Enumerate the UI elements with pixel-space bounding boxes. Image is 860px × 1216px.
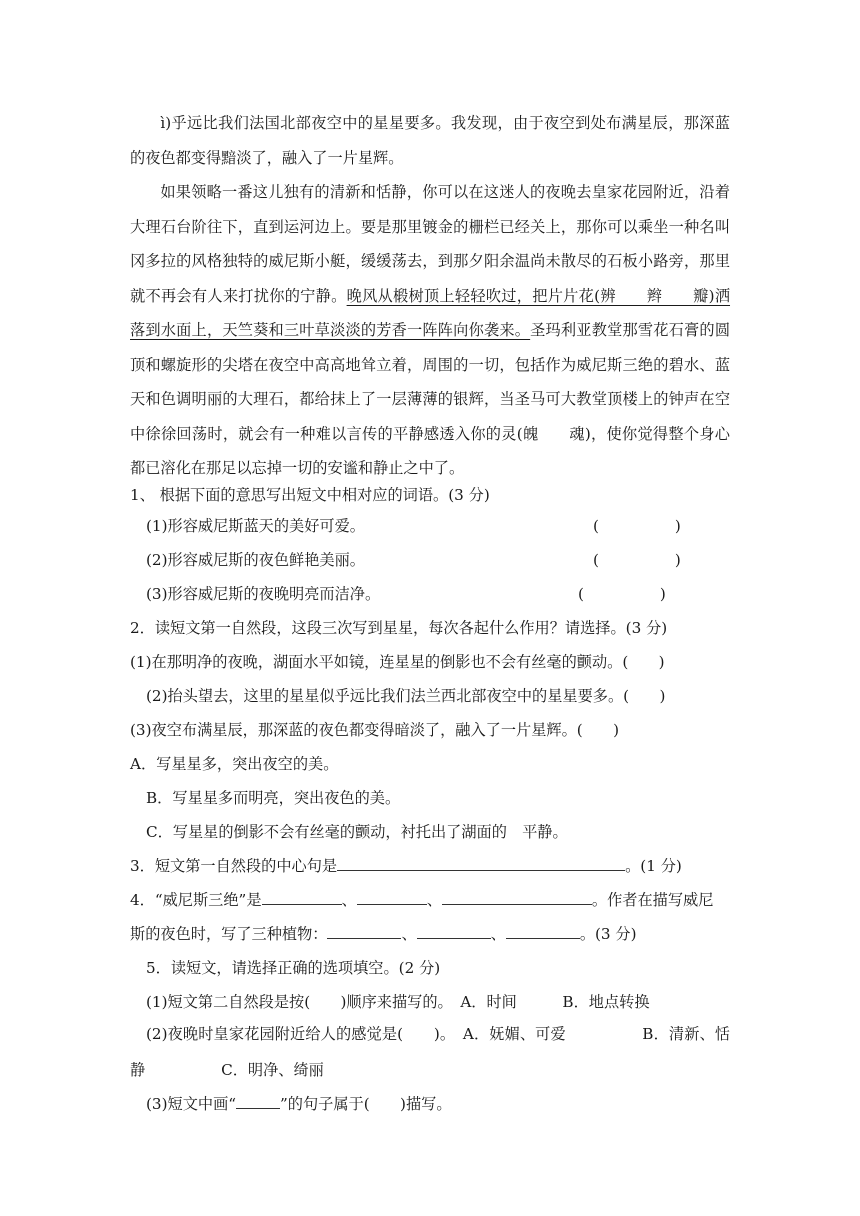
- answer-blank[interactable]: [417, 924, 491, 939]
- question-2-item-3: (3)夜空布满星辰，那深蓝的夜色都变得暗淡了，融入了一片星辉。( ): [130, 721, 619, 739]
- separator: 、: [426, 891, 442, 909]
- question-5-item-2: (2)夜晚时皇家花园附近给人的感觉是( )。 A．妩媚、可爱 B．清新、恬静 C．明净、绮丽: [130, 1025, 730, 1079]
- question-3-text: 3．短文第一自然段的中心句是: [130, 857, 338, 875]
- question-1-item-3: (3)形容威尼斯的夜晚明亮而洁净。: [146, 585, 381, 603]
- question-5-item-3-text: (3)短文中画“: [146, 1095, 237, 1113]
- underline-sample: [236, 1094, 280, 1109]
- option-a: A．写星星多，突出夜空的美。: [130, 755, 339, 773]
- question-4-label: 4．“威尼斯三绝”是: [130, 891, 262, 909]
- question-4-score: 。(3 分): [579, 925, 637, 943]
- question-4-text: 斯的夜色时，写了三种植物：: [130, 925, 328, 943]
- question-5-item-1: (1)短文第二自然段是按( )顺序来描写的。 A．时间 B．地点转换: [146, 993, 650, 1011]
- question-4-line-1: [130, 890, 713, 910]
- question-5-item-3: [146, 1094, 452, 1114]
- answer-blank[interactable]: [506, 924, 580, 939]
- separator: 、: [341, 891, 357, 909]
- question-3-score: 。(1 分): [625, 857, 682, 875]
- reading-passage: [130, 106, 730, 486]
- answer-parentheses: ( ): [593, 551, 681, 569]
- question-2-item-2: (2)抬头望去，这里的星星似乎远比我们法兰西北部夜空中的星星要多。( ): [146, 687, 666, 705]
- question-5-item-3-end: ”的句子属于( )描写。: [280, 1095, 452, 1113]
- answer-blank[interactable]: [262, 890, 342, 905]
- passage-paragraph-1: ì)乎远比我们法国北部夜空中的星星要多。我发现，由于夜空到处布满星辰，那深蓝的夜色都变得黯淡了，融入了一片星辉。: [130, 114, 730, 167]
- answer-blank[interactable]: [327, 924, 401, 939]
- question-5-prompt: 5．读短文，请选择正确的选项填空。(2 分): [146, 959, 441, 977]
- option-b: B．写星星多而明亮，突出夜色的美。: [146, 789, 401, 807]
- question-1-item-1: (1)形容威尼斯蓝天的美好可爱。: [146, 517, 365, 535]
- separator: 、: [490, 925, 506, 943]
- answer-blank[interactable]: [357, 890, 427, 905]
- answer-parentheses: ( ): [593, 517, 681, 535]
- underlined-sentence: 晚风从椴树顶上轻轻吹过，把片片花(辨 辫 瓣)洒落到水面上，天竺葵和三叶草淡淡的芳香一阵阵向你袭来。: [130, 286, 731, 339]
- question-1-item-2: (2)形容威尼斯的夜色鲜艳美丽。: [146, 551, 365, 569]
- question-3-prompt: [130, 856, 682, 876]
- answer-blank[interactable]: [442, 890, 592, 905]
- answer-blank[interactable]: [337, 856, 625, 871]
- answer-parentheses: ( ): [578, 585, 666, 603]
- question-4-line-2: [130, 924, 637, 944]
- question-2-item-1: (1)在那明净的夜晚，湖面水平如镜，连星星的倒影也不会有丝毫的颤动。( ): [130, 653, 665, 671]
- option-c: C．写星星的倒影不会有丝毫的颤动，衬托出了湖面的 平静。: [146, 823, 568, 841]
- separator: 、: [401, 925, 417, 943]
- question-4-mid: 。作者在描写威尼: [591, 891, 714, 909]
- question-1-prompt: 1、 根据下面的意思写出短文中相对应的词语。(3 分): [130, 486, 490, 504]
- passage-text: 圣玛利亚教堂那雪花石膏的圆顶和螺旋形的尖塔在夜空中高高地耸立着，周围的一切，包括作为威尼斯三绝的碧水、蓝天和色调明丽的大理石，都给抹上了一层薄薄的银辉，当圣马可大教堂顶楼上的钟声在空中徐徐回荡时，就会有一种难以言传的平静感透入你的灵(魄 魂)，使你觉得整个身心都已溶化在那足以忘掉一切的安谧和静止之中了。: [130, 321, 731, 477]
- passage-text: 如果领略一番这儿独有的清新和恬静，你可以在这迷人的夜晚去皇家花园附近，沿着大理石台阶往下，直到运河边上。要是那里镀金的栅栏已经关上，那你可以乘坐一种名叫冈多拉的风格独特的威尼斯小艇，缓缓荡去，到那夕阳余温尚未散尽的石板小路旁，那里就不再会有人来打扰你的宁静。: [130, 183, 730, 305]
- passage-paragraph-2: [130, 175, 730, 486]
- question-2-prompt: 2．读短文第一自然段，这段三次写到星星，每次各起什么作用？请选择。(3 分): [130, 619, 668, 637]
